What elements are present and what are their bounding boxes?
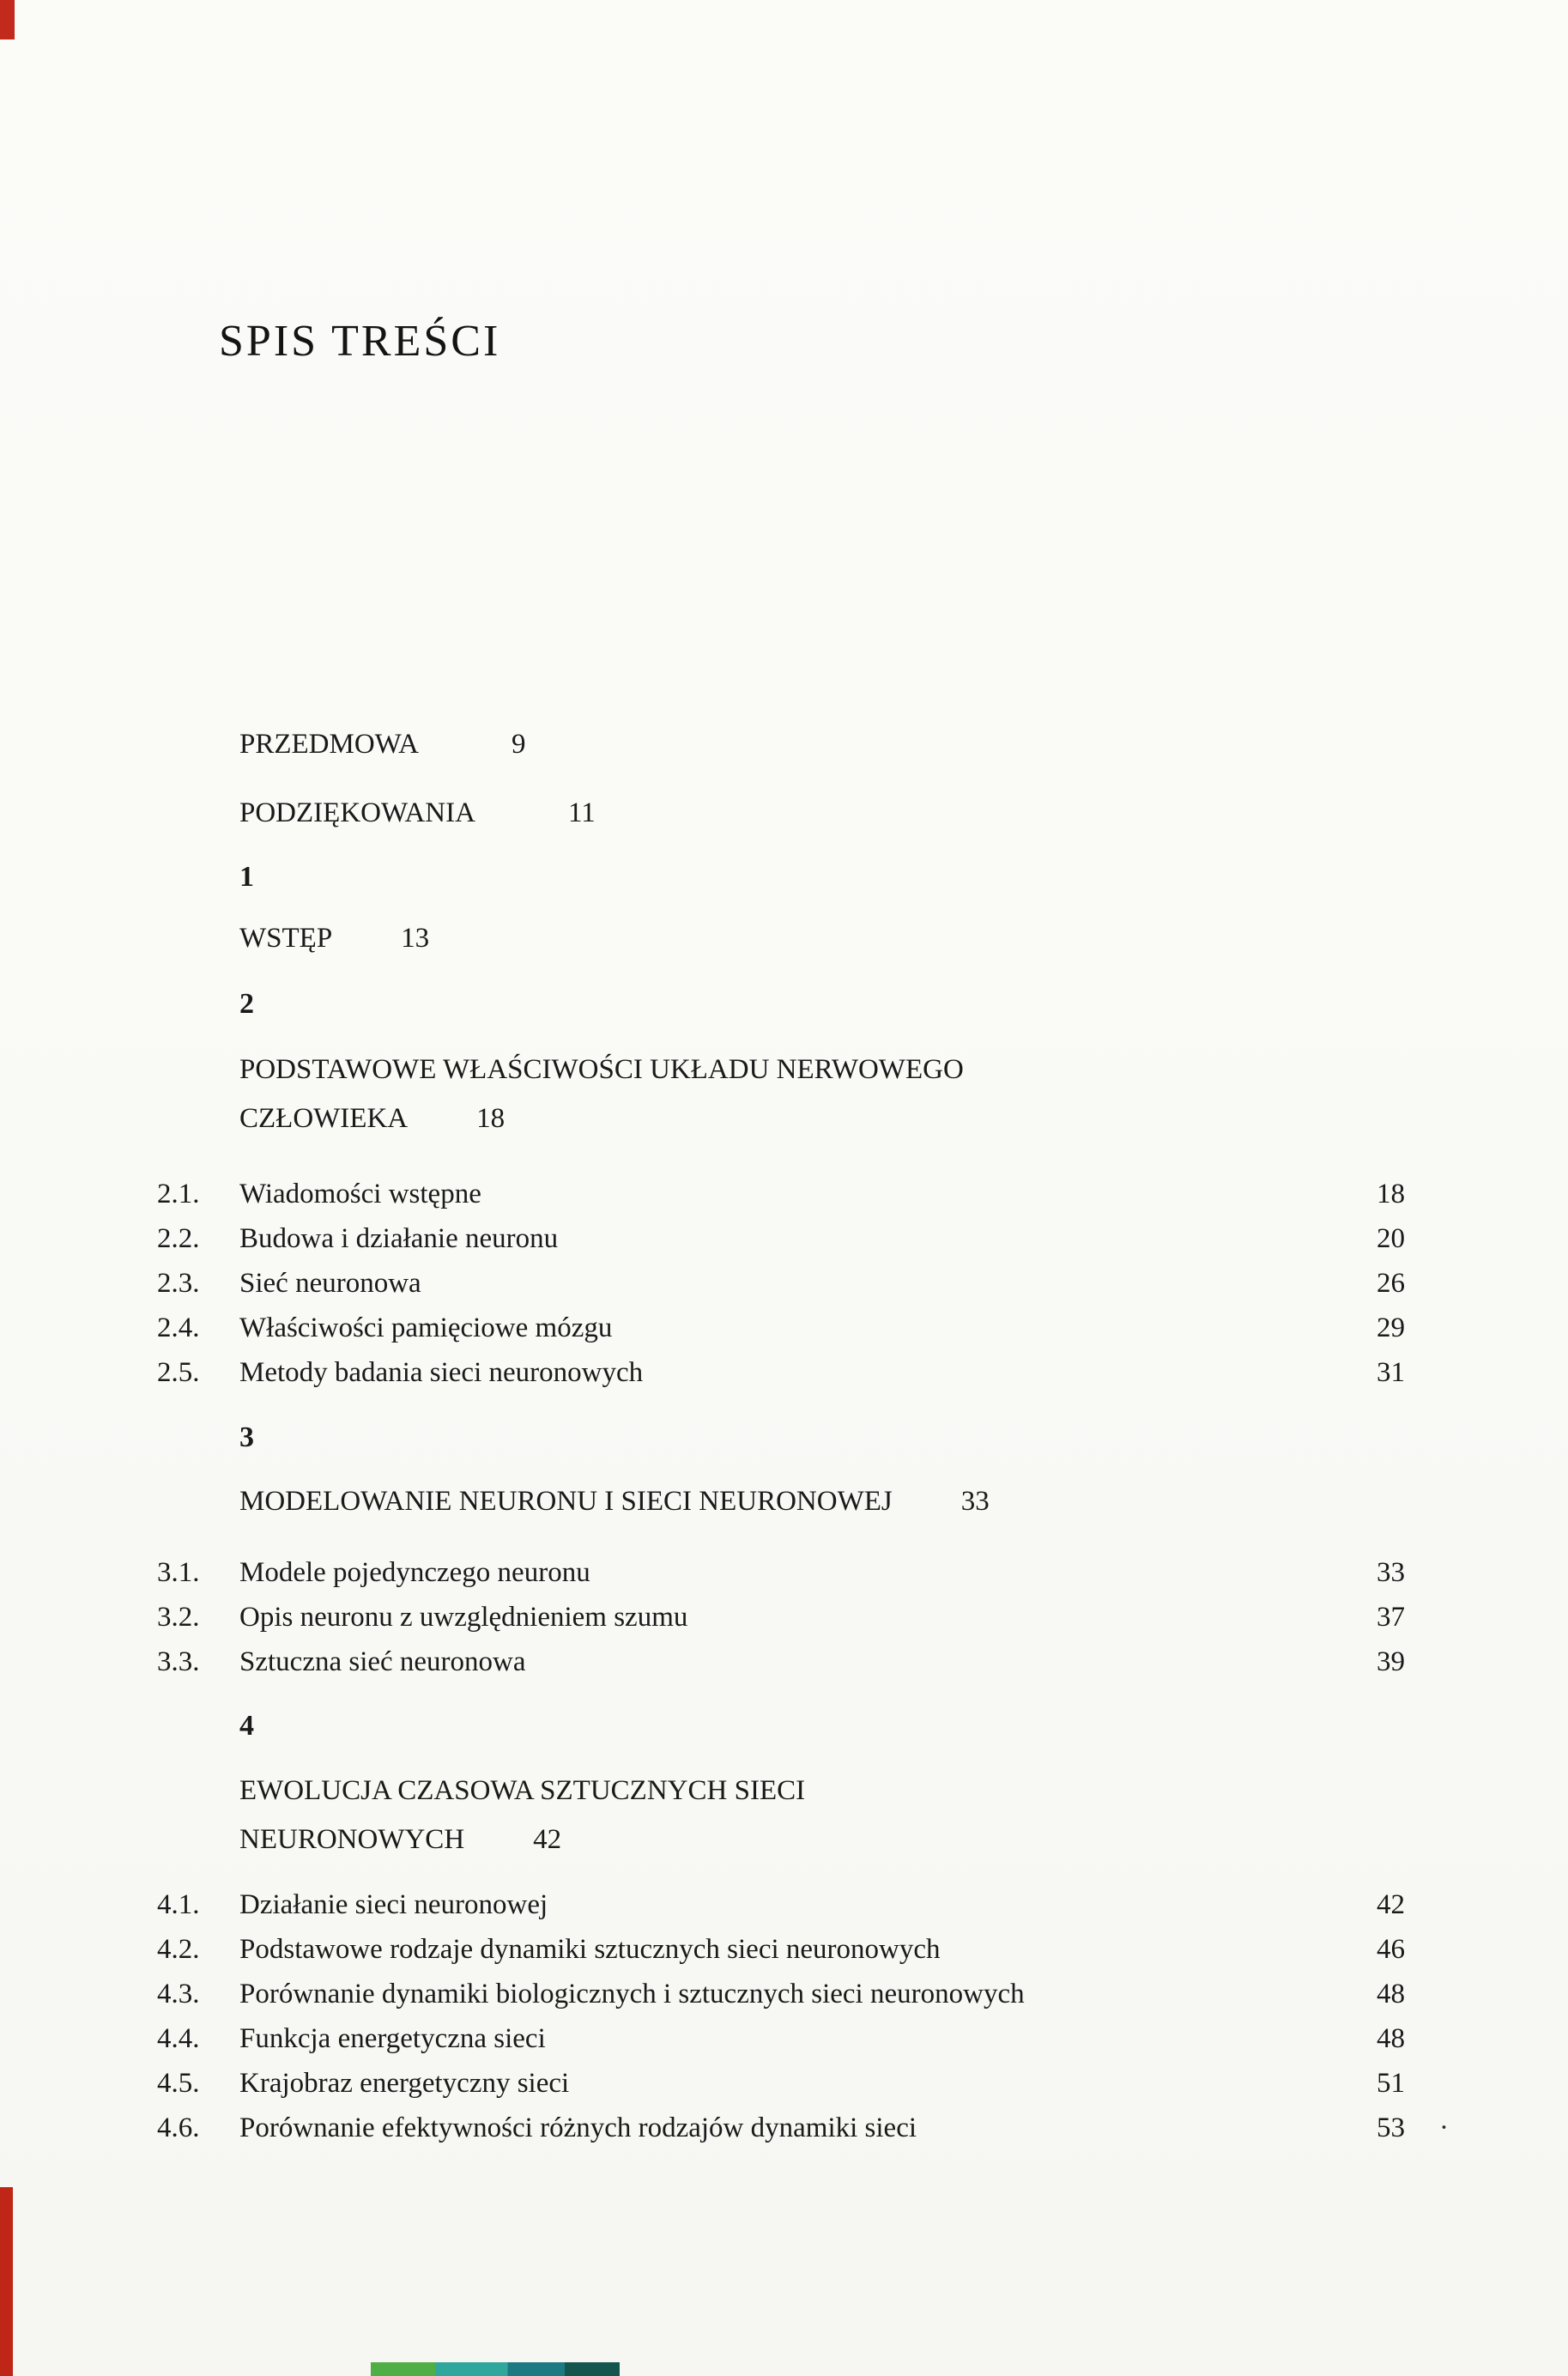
chapter-number: 3 xyxy=(239,1421,254,1453)
chapter-title-line: MODELOWANIE NEURONU I SIECI NEURONOWEJ xyxy=(239,1486,893,1517)
entry-title: Porównanie efektywności różnych rodzajów dynamiki sieci xyxy=(239,2112,917,2143)
entry-title: Opis neuronu z uwzględnieniem szumu xyxy=(239,1602,688,1633)
entry-number: 4.3. xyxy=(157,1979,200,2009)
entry-number: 4.6. xyxy=(157,2112,200,2143)
chapter-title xyxy=(239,1046,1425,1143)
chapter-entries xyxy=(157,1172,1425,1395)
toc-entry xyxy=(157,1216,1425,1261)
chapter-title xyxy=(239,914,1425,963)
entry-title: Sztuczna sieć neuronowa xyxy=(239,1646,526,1677)
front-matter-label: PRZEDMOWA xyxy=(239,729,420,760)
entry-number: 2.5. xyxy=(157,1357,200,1388)
entry-number: 3.2. xyxy=(157,1602,200,1633)
chapter-entries xyxy=(157,1882,1449,2150)
entry-title: Właściwości pamięciowe mózgu xyxy=(239,1312,613,1343)
front-matter-page: 9 xyxy=(512,729,526,760)
front-matter-entry xyxy=(239,794,1425,832)
entry-title: Modele pojedynczego neuronu xyxy=(239,1557,590,1588)
chapter-title-line: WSTĘP xyxy=(239,923,333,954)
entry-page: 18 xyxy=(1377,1179,1405,1209)
scan-red-mark-top-icon xyxy=(0,0,15,39)
chapter-title-line xyxy=(239,1815,1425,1864)
entry-number: 2.1. xyxy=(157,1179,200,1209)
toc-entry xyxy=(157,2016,1425,2061)
entry-title: Funkcja energetyczna sieci xyxy=(239,2023,546,2054)
entry-page: 29 xyxy=(1377,1312,1405,1343)
toc-entry xyxy=(157,1350,1425,1395)
entry-number: 4.4. xyxy=(157,2023,200,2054)
toc-entry xyxy=(157,1640,1425,1684)
chapter-entries xyxy=(157,1550,1425,1684)
entry-page: 20 xyxy=(1377,1223,1405,1254)
entry-page: 42 xyxy=(1377,1889,1405,1920)
entry-page: 51 xyxy=(1377,2068,1405,2099)
entry-page: 33 xyxy=(1377,1557,1405,1588)
entry-title: Podstawowe rodzaje dynamiki sztucznych sieci neuronowych xyxy=(239,1934,941,1965)
front-matter-entry xyxy=(239,725,1425,763)
entry-page: 37 xyxy=(1377,1602,1405,1633)
toc-entry xyxy=(157,1261,1425,1306)
toc-entry xyxy=(157,1927,1425,1972)
entry-title: Budowa i działanie neuronu xyxy=(239,1223,559,1254)
front-matter-label: PODZIĘKOWANIA xyxy=(239,797,475,828)
chapter-page: 13 xyxy=(401,923,430,954)
entry-number: 3.3. xyxy=(157,1646,200,1677)
chapter-page: 42 xyxy=(533,1824,562,1855)
scan-dot-mark: · xyxy=(1439,2112,1449,2143)
entry-number: 2.2. xyxy=(157,1223,200,1254)
chapter-title-line xyxy=(239,1094,1425,1143)
entry-number: 4.1. xyxy=(157,1889,200,1920)
toc-entry xyxy=(157,2061,1425,2106)
entry-title: Sieć neuronowa xyxy=(239,1268,421,1299)
toc-entry xyxy=(157,2106,1449,2150)
entry-title: Metody badania sieci neuronowych xyxy=(239,1357,644,1388)
entry-number: 4.5. xyxy=(157,2068,200,2099)
page-title: SPIS TREŚCI xyxy=(219,317,501,366)
chapter-title-line xyxy=(239,1767,1425,1815)
chapter-page: 18 xyxy=(476,1103,506,1134)
entry-number: 2.4. xyxy=(157,1312,200,1343)
chapter-title xyxy=(239,1767,1425,1864)
entry-title: Wiadomości wstępne xyxy=(239,1179,481,1209)
toc-entry xyxy=(157,1550,1425,1595)
entry-page: 46 xyxy=(1377,1934,1405,1965)
entry-number: 2.3. xyxy=(157,1268,200,1299)
toc-entry xyxy=(157,1882,1425,1927)
chapter-title-line xyxy=(239,1046,1425,1094)
entry-title: Porównanie dynamiki biologicznych i sztucznych sieci neuronowych xyxy=(239,1979,1025,2009)
toc-entry xyxy=(157,1306,1425,1350)
entry-title: Krajobraz energetyczny sieci xyxy=(239,2068,570,2099)
chapter-number: 4 xyxy=(239,1710,254,1742)
entry-number: 4.2. xyxy=(157,1934,200,1965)
front-matter-page: 11 xyxy=(567,797,596,828)
scan-red-mark-bottom-icon xyxy=(0,2187,13,2376)
scan-color-bar-icon xyxy=(371,2362,620,2376)
chapter-title-text: EWOLUCJA CZASOWA SZTUCZNYCH SIECI xyxy=(239,1775,806,1806)
entry-page: 48 xyxy=(1377,2023,1405,2054)
entry-number: 3.1. xyxy=(157,1557,200,1588)
entry-page: 53 xyxy=(1377,2112,1405,2143)
entry-page: 48 xyxy=(1377,1979,1405,2009)
chapter-page: 33 xyxy=(960,1486,990,1517)
entry-title: Działanie sieci neuronowej xyxy=(239,1889,548,1920)
chapter-number: 1 xyxy=(239,861,254,893)
chapter-title xyxy=(239,1477,1425,1526)
toc-entry xyxy=(157,1972,1425,2016)
chapter-title-text: CZŁOWIEKA xyxy=(239,1103,409,1134)
toc-entry xyxy=(157,1172,1425,1216)
entry-page: 26 xyxy=(1377,1268,1405,1299)
entry-page: 39 xyxy=(1377,1646,1405,1677)
chapter-title-text: PODSTAWOWE WŁAŚCIWOŚCI UKŁADU NERWOWEGO xyxy=(239,1054,964,1085)
chapter-number: 2 xyxy=(239,988,254,1020)
entry-page: 31 xyxy=(1377,1357,1405,1388)
chapter-title-text: NEURONOWYCH xyxy=(239,1824,465,1855)
toc-content xyxy=(157,725,1449,2150)
toc-entry xyxy=(157,1595,1425,1640)
